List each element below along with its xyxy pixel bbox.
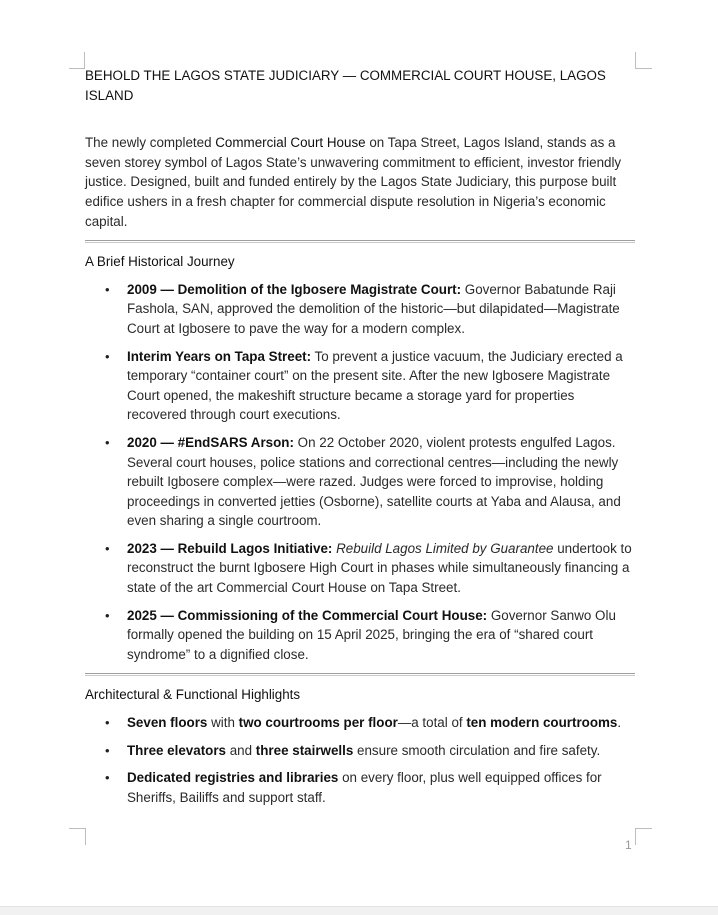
list-item [85,433,635,531]
document-title: BEHOLD THE LAGOS STATE JUDICIARY — COMMERCIAL COURT HOUSE, LAGOS ISLAND [85,68,606,103]
page-number: 1 [625,838,632,852]
list-item-part: Dedicated registries and libraries [127,770,339,786]
list-item [85,606,635,665]
list-item-part: and [226,742,256,758]
list-item-part: . [617,715,622,731]
list-item-italic: Rebuild Lagos Limited by Guarantee [336,540,554,556]
list-item-part: ensure smooth circulation and fire safety. [353,742,601,758]
highlights-list [85,713,635,807]
history-list [85,280,635,665]
list-item-text: On 22 October 2020, violent protests engulfed Lagos. Several court houses, police stations and correctional centres—including the newly rebuilt Igbosere complex—were razed. Judges were forced to improvise, holding proceedings in converted jetties (Osborne), satellite courts at Yaba and Alausa, and even sharing a single courtroom. [127,434,621,529]
list-item-text: To prevent a justice vacuum, the Judiciary erected a temporary “container court” on the present site. After the new Igbosere Magistrate Court opened, the makeshift structure became a storage yard for properties recovered through court executions. [127,348,623,423]
list-item [85,347,635,425]
history-heading: A Brief Historical Journey [85,254,235,270]
page-corner-mark-bottom-left [69,828,86,845]
list-item-lead: 2023 — Rebuild Lagos Initiative: [127,540,333,556]
intro-paragraph [85,133,635,231]
list-item-part: Seven floors [127,715,208,731]
list-item-part: Three elevators [127,742,226,758]
list-item [85,539,635,598]
page-corner-mark-bottom-right [635,828,652,845]
intro-text-after: on Tapa Street, Lagos Island, stands as a seven storey symbol of Lagos State’s unwavering commitment to efficient, investor friendly justice. Designed, built and funded entirely by the Lagos State Judiciary, this purpose built edifice ushers in a fresh chapter for commercial dispute resolution in Nigeria’s economic capital. [85,135,622,229]
section-divider [85,673,635,676]
list-item-part: —a total of [397,715,467,731]
list-item-lead: Interim Years on Tapa Street: [127,348,312,364]
list-item-part: ten modern courtrooms [466,715,618,731]
list-item-lead: 2009 — Demolition of the Igbosere Magistrate Court: [127,281,462,297]
page-corner-mark-top-left [69,52,85,69]
list-item [85,713,635,733]
list-item-part: on every floor, plus well equipped offices for Sheriffs, Bailiffs and support staff. [127,770,602,805]
list-item-text: undertook to reconstruct the burnt Igbosere High Court in phases while simultaneously financing a state of the art Commercial Court House on Tapa Street. [127,540,632,596]
list-item-text: Governor Babatunde Raji Fashola, SAN, approved the demolition of the historic—but dilapidated—Magistrate Court at Igbosere to pave the way for a modern complex. [127,281,620,336]
list-item-lead: 2020 — #EndSARS Arson: [127,434,294,450]
intro-text-before: The newly completed [85,135,216,151]
section-divider [85,240,635,243]
list-item-text: Governor Sanwo Olu formally opened the building on 15 April 2025, bringing the era of “shared court syndrome” to a dignified close. [127,607,616,662]
highlights-heading: Architectural & Functional Highlights [85,687,301,703]
list-item-lead: 2025 — Commissioning of the Commercial Court House: [127,607,488,623]
intro-strong: Commercial Court House [215,135,366,151]
document-body[interactable] [85,66,635,807]
list-item [85,741,635,761]
list-item [85,768,635,807]
list-item-part: two courtrooms per floor [238,715,398,731]
list-item-part: three stairwells [255,742,354,758]
list-item-part: with [207,715,239,731]
list-item [85,280,635,339]
page-corner-mark-top-right [635,52,652,69]
